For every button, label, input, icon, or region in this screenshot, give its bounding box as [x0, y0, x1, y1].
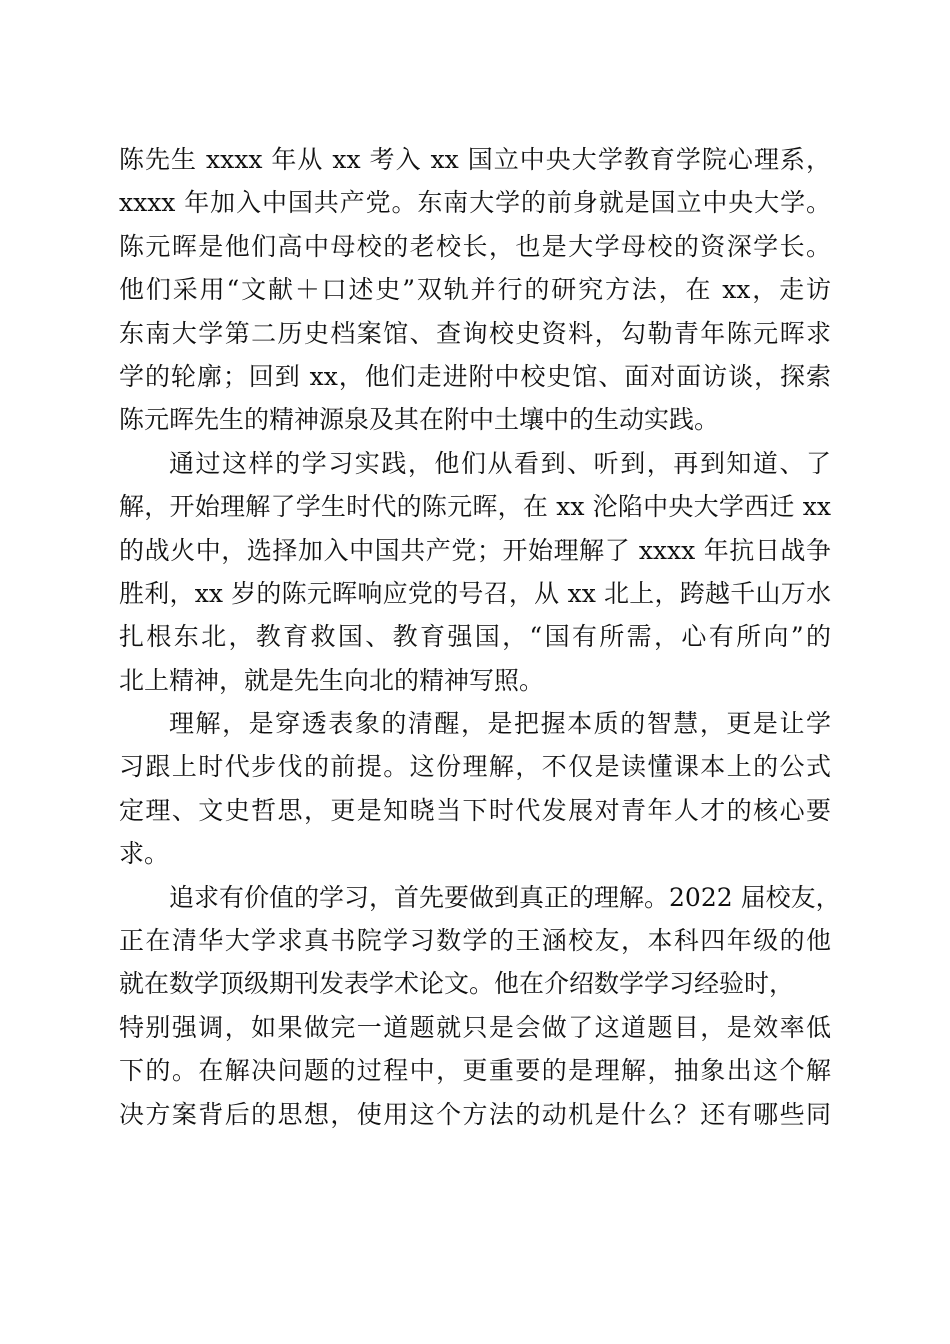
- text-line: 下的。在解决问题的过程中，更重要的是理解，抽象出这个解: [119, 1056, 831, 1086]
- text-line: 解，开始理解了学生时代的陈元晖，在 xx 沦陷中央大学西迁 xx: [119, 492, 831, 522]
- text-line: 胜利，xx 岁的陈元晖响应党的号召，从 xx 北上，跨越千山万水: [119, 578, 831, 608]
- text-line: 就在数学顶级期刊发表学术论文。他在介绍数学学习经验时，: [119, 969, 795, 999]
- text-line: 理解，是穿透表象的清醒，是把握本质的智慧，更是让学: [169, 709, 831, 739]
- body-text: [119, 138, 841, 1136]
- text-line: 陈元晖先生的精神源泉及其在附中土壤中的生动实践。: [119, 405, 720, 435]
- text-line: 特别强调，如果做完一道题就只是会做了这道题目，是效率低: [119, 1012, 831, 1042]
- text-line: 扎根东北，教育救国、教育强国，“国有所需，心有所向”的: [119, 622, 831, 652]
- text-line: 东南大学第二历史档案馆、查询校史资料，勾勒青年陈元晖求: [119, 318, 831, 348]
- text-line: 的战火中，选择加入中国共产党；开始理解了 xxxx 年抗日战争: [119, 535, 831, 565]
- text-line: 通过这样的学习实践，他们从看到、听到，再到知道、了: [169, 448, 831, 478]
- text-line: 陈先生 xxxx 年从 xx 考入 xx 国立中央大学教育学院心理系，: [119, 145, 831, 174]
- text-line: 正在清华大学求真书院学习数学的王涵校友，本科四年级的他: [119, 926, 831, 956]
- text-line: 求。: [119, 839, 170, 869]
- text-line: 学的轮廓；回到 xx，他们走进附中校史馆、面对面访谈，探索: [119, 361, 831, 391]
- text-line: 定理、文史哲思，更是知晓当下时代发展对青年人才的核心要: [119, 795, 831, 825]
- text-line: xxxx 年加入中国共产党。东南大学的前身就是国立中央大学。: [119, 188, 831, 218]
- text-line: 习跟上时代步伐的前提。这份理解，不仅是读懂课本上的公式: [119, 752, 831, 782]
- text-line: 决方案背后的思想，使用这个方法的动机是什么？还有哪些同: [119, 1099, 831, 1129]
- text-line: 他们采用“文献＋口述史”双轨并行的研究方法，在 xx，走访: [119, 275, 831, 305]
- text-line: 追求有价值的学习，首先要做到真正的理解。2022 届校友，: [169, 882, 841, 912]
- text-line: 陈元晖是他们高中母校的老校长，也是大学母校的资深学长。: [119, 231, 831, 261]
- text-line: 北上精神，就是先生向北的精神写照。: [119, 665, 545, 695]
